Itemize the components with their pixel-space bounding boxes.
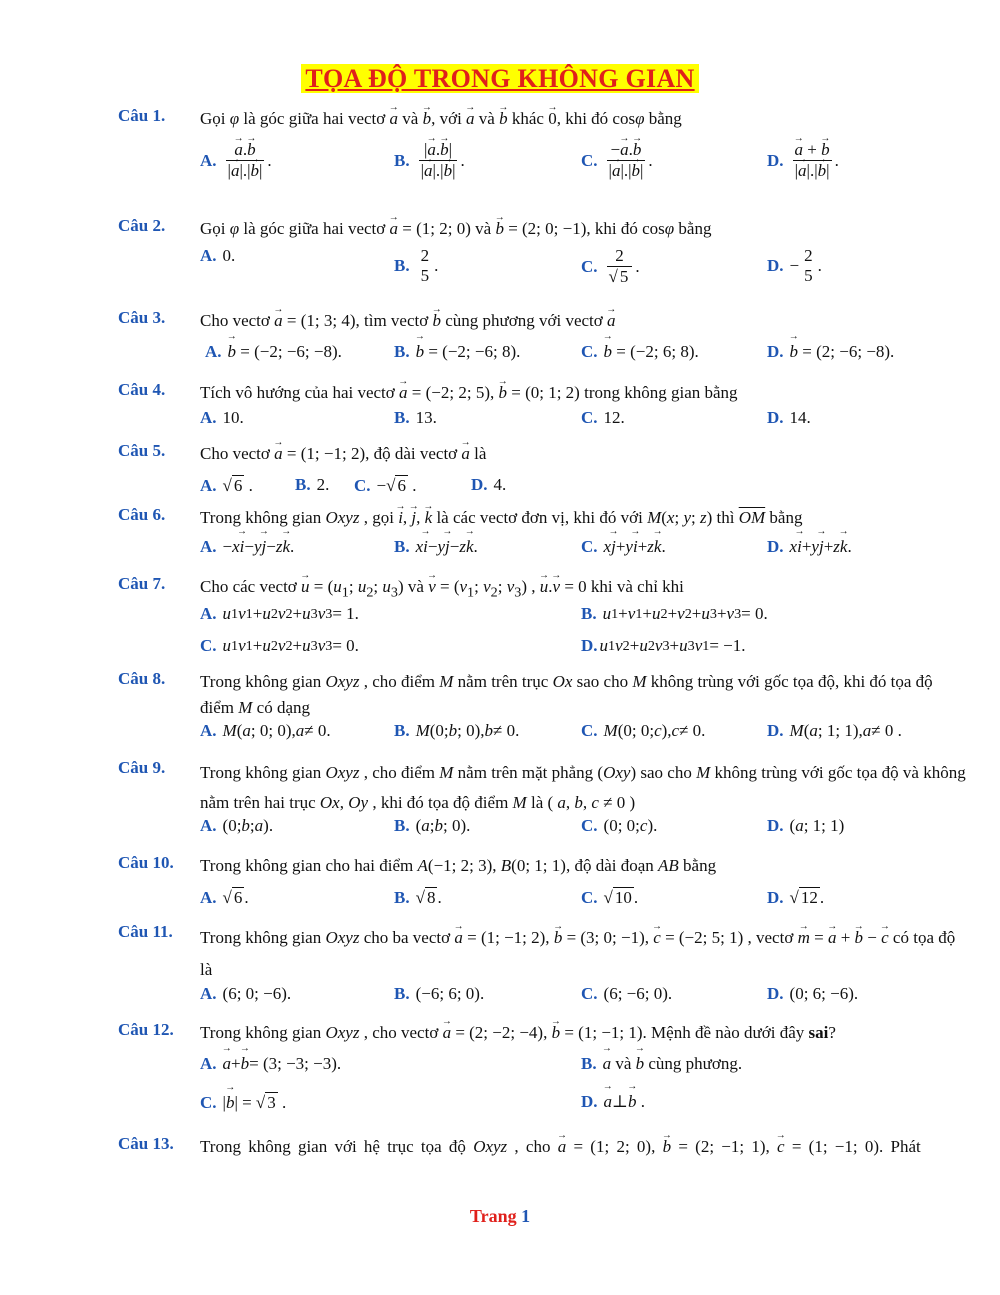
- page-title: TỌA ĐỘ TRONG KHÔNG GIAN: [0, 64, 1000, 94]
- option-b[interactable]: B. → b = (−2; −6; 8).: [394, 342, 520, 362]
- option-d[interactable]: D. u 1 v 2 + u 2 v 3 + u 3 v 1 = −1.: [581, 636, 746, 655]
- question-text: Trong không gian cho hai điểm A(−1; 2; 3), B(0; 1; 1), độ dài đoạn AB bằng: [200, 856, 717, 875]
- option-a[interactable]: A. 0.: [200, 246, 236, 265]
- option-d[interactable]: D. → $\frac{a + \to b}{|\to a|.|\to b|}$ .: [767, 140, 839, 181]
- option-d[interactable]: D. (0; 6; −6).: [767, 984, 859, 1003]
- question-number: Câu 13.: [118, 1134, 174, 1153]
- option-c[interactable]: C. u 1 v 1 + u 2 v 2 + u 3 v 3 = 0.: [200, 636, 359, 655]
- option-a[interactable]: A. √ 6 .: [200, 475, 253, 495]
- option-a[interactable]: A. √ 6 .: [200, 887, 249, 907]
- question-text: Cho các vectơ → $u = (u_1$; $u_2$; $u_3$) và → $v = (v_1$; $v_2$; $v_3$) , → u.→ v = 0 khi và chỉ khi: [200, 574, 970, 605]
- option-c[interactable]: C. x → j + y → i + z → k .: [581, 537, 666, 557]
- option-a[interactable]: A. M ( a ; 0; 0), a ≠ 0.: [200, 721, 331, 740]
- option-b[interactable]: B. u 1 + v 1 + u 2 + v 2 + u 3 + v 3 = 0.: [581, 604, 768, 623]
- option-a[interactable]: A. (6; 0; −6).: [200, 984, 292, 1003]
- option-c[interactable]: C. √ 10 .: [581, 887, 639, 907]
- question-text: Trong không gian Oxyz , cho điểm M nằm trên mặt phẳng (Oxy) sao cho M không trùng với gốc tọa độ và không nằm trên hai trục Ox, Oy , khi đó tọa độ điểm M là ( a, b, c ≠ 0 ): [200, 763, 966, 812]
- answer-row: [200, 1092, 970, 1132]
- option-c[interactable]: C. 12.: [581, 408, 625, 427]
- option-d[interactable]: D. M ( a ; 1; 1), a ≠ 0 .: [767, 721, 902, 740]
- option-b[interactable]: B. $\frac{|\to a.\to b|}{|\to a|.|\to b|}$ .: [394, 140, 465, 181]
- option-a[interactable]: A. − x → i − y → j − z → k .: [200, 537, 294, 557]
- option-b[interactable]: B. M (0; b ; 0), b ≠ 0.: [394, 721, 520, 740]
- option-c[interactable]: C. −√ 6 .: [354, 475, 417, 495]
- option-d[interactable]: D. → a ⊥ → b .: [581, 1092, 645, 1112]
- question-text: Trong không gian Oxyz cho ba vectơ → a = (1; −1; 2), → b = (3; 0; −1), → c = (−2; 5; 1) , vectơ → m = → a + → b − → c có tọa độ là: [200, 922, 970, 986]
- option-c[interactable]: C. | → b | = √ 3 .: [200, 1092, 286, 1113]
- option-a[interactable]: A. → $\frac{a.\to b}{|\to a|.|\to b|}$ .: [200, 140, 272, 181]
- option-a[interactable]: A. 10.: [200, 408, 244, 427]
- option-c[interactable]: C. (0; 0; c ).: [581, 816, 658, 835]
- question-number: Câu 12.: [118, 1020, 174, 1039]
- option-b[interactable]: B. → a và → b cùng phương.: [581, 1054, 742, 1074]
- question-text: Trong không gian Oxyz , cho điểm M nằm trên trục Ox sao cho M không trùng với gốc tọa độ, khi đó tọa độ điểm M có dạng: [200, 672, 933, 717]
- question-number: Câu 8.: [118, 669, 166, 688]
- question-number: Câu 7.: [118, 574, 166, 593]
- option-b[interactable]: B. 13.: [394, 408, 437, 427]
- option-a[interactable]: A. (0; b ; a ).: [200, 816, 274, 835]
- option-d[interactable]: D. 4.: [471, 475, 507, 494]
- question-number: Câu 3.: [118, 308, 166, 327]
- option-d[interactable]: D. − 2 5 .: [767, 246, 822, 285]
- question-number: Câu 4.: [118, 380, 166, 399]
- option-b[interactable]: B. √ 8 .: [394, 887, 442, 907]
- option-c[interactable]: C. (6; −6; 0).: [581, 984, 673, 1003]
- question-text: Cho vectơ → a = (1; −1; 2), độ dài vectơ → a là: [200, 441, 970, 467]
- footer-label: Trang: [469, 1206, 517, 1226]
- option-d[interactable]: D. ( a ; 1; 1): [767, 816, 845, 835]
- option-d[interactable]: D. 14.: [767, 408, 811, 427]
- answer-row: [200, 1054, 970, 1094]
- option-c[interactable]: C. → b = (−2; 6; 8).: [581, 342, 699, 362]
- question-number: Câu 6.: [118, 505, 166, 524]
- question-text: Gọi φ là góc giữa hai vectơ → a và → b, với → a và → b khác → 0, khi đó cosφ bằng: [200, 106, 970, 132]
- option-b[interactable]: B. 2.: [295, 475, 330, 494]
- option-a[interactable]: A. u 1 v 1 + u 2 v 2 + u 3 v 3 = 1.: [200, 604, 359, 623]
- option-b[interactable]: B. ( a ; b ; 0).: [394, 816, 471, 835]
- option-d[interactable]: D. → b = (2; −6; −8).: [767, 342, 894, 362]
- option-b[interactable]: B. x → i − y → j − z → k .: [394, 537, 478, 557]
- option-a[interactable]: A. → a + → b = (3; −3; −3).: [200, 1054, 341, 1074]
- question-text: Trong không gian Oxyz , gọi → i, → j, → k là các vectơ đơn vị, khi đó với M(x; y; z) thì $\overline{OM}$ bằng: [200, 505, 970, 531]
- option-d[interactable]: D. x → i + y → j + z → k .: [767, 537, 852, 557]
- answer-row: [200, 342, 970, 382]
- question-number: Câu 9.: [118, 758, 166, 777]
- answer-row: [200, 537, 970, 577]
- option-b[interactable]: B. 2 5 .: [394, 246, 439, 285]
- answer-row: [200, 140, 970, 200]
- option-c[interactable]: C. $\frac{2}{√ 5}$ .: [581, 246, 640, 286]
- answer-row: [200, 246, 970, 298]
- option-b[interactable]: B. (−6; 6; 0).: [394, 984, 485, 1003]
- question-text: Tích vô hướng của hai vectơ → a = (−2; 2; 5), → b = (0; 1; 2) trong không gian bằng: [200, 380, 970, 406]
- answer-row: [200, 721, 970, 761]
- page-number: 1: [521, 1206, 531, 1226]
- answer-row: [200, 984, 970, 1024]
- page-footer: [0, 1206, 1000, 1227]
- option-a[interactable]: A. → b = (−2; −6; −8).: [205, 342, 342, 362]
- option-c[interactable]: C. M (0; 0; c ), c ≠ 0.: [581, 721, 706, 740]
- question-text: Trong không gian Oxyz , cho vectơ → a = (2; −2; −4), → b = (1; −1; 1). Mệnh đề nào dưới đây sai?: [200, 1020, 970, 1046]
- question-number: Câu 11.: [118, 922, 173, 941]
- question-number: Câu 5.: [118, 441, 166, 460]
- question-text: Cho vectơ → a = (1; 3; 4), tìm vectơ → b cùng phương với vectơ → a: [200, 308, 970, 334]
- question-number: Câu 10.: [118, 853, 174, 872]
- option-c[interactable]: C. $\frac{-\to a.\to b}{|\to a|.|\to b|}$ .: [581, 140, 653, 181]
- answer-row: [200, 816, 970, 856]
- option-d[interactable]: D. √ 12 .: [767, 887, 825, 907]
- question-number: Câu 1.: [118, 106, 166, 125]
- question-text: Gọi φ là góc giữa hai vectơ → a = (1; 2; 0) và → b = (2; 0; −1), khi đó cosφ bằng: [200, 216, 970, 242]
- question-text: Trong không gian với hệ trục tọa độ Oxyz , cho → a = (1; 2; 0), → b = (2; −1; 1), → c = (1; −1; 0). Phát: [200, 1134, 970, 1160]
- question-number: Câu 2.: [118, 216, 166, 235]
